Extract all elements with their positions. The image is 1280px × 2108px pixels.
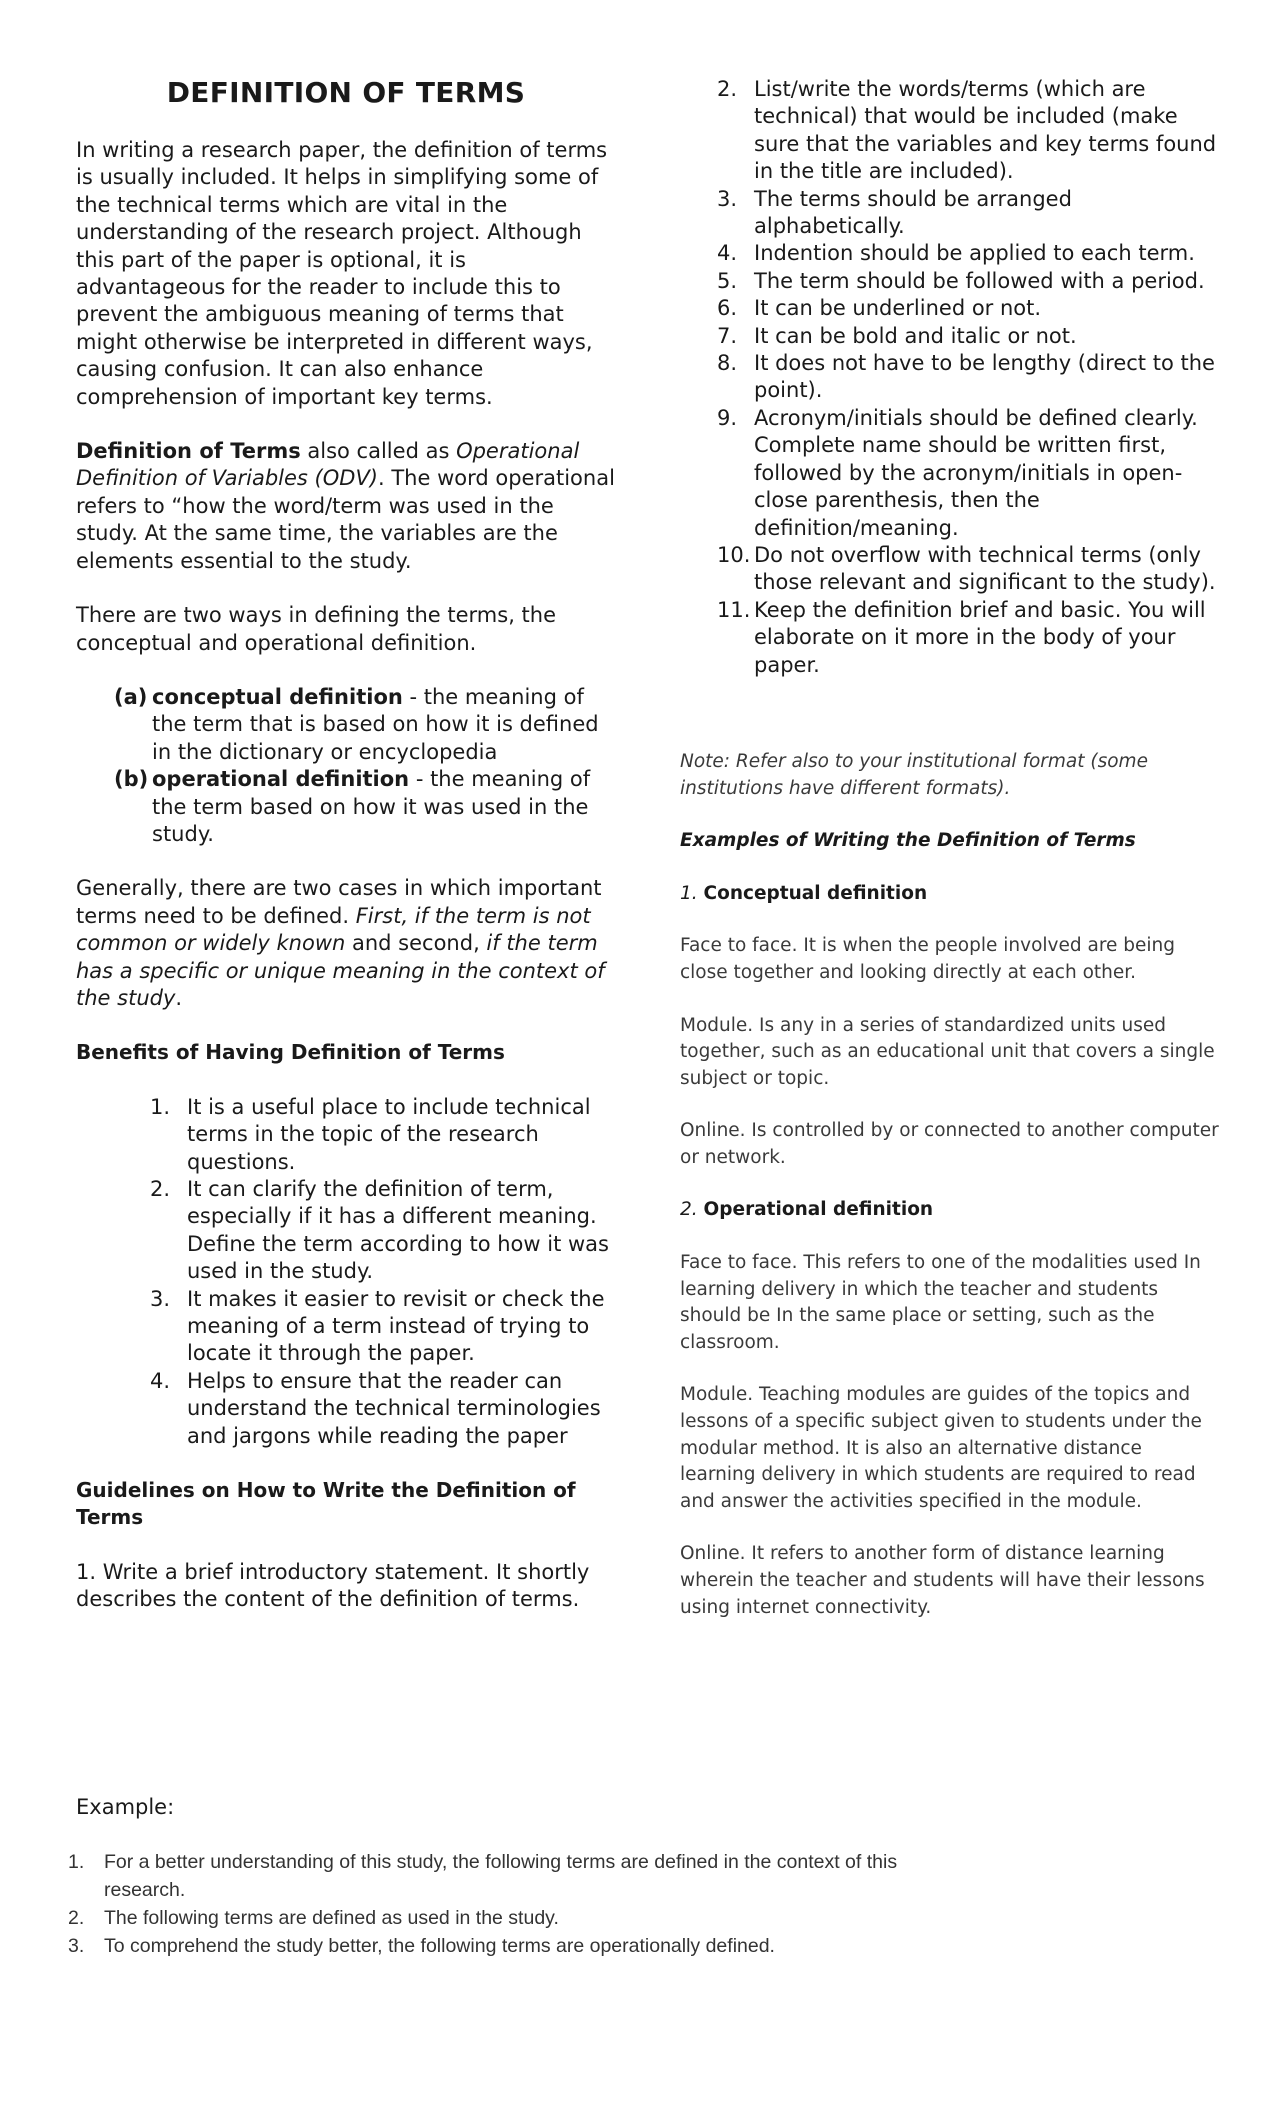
list-text: List/write the words/terms (which are technical) that would be included (make sure that the variables and key terms found in the title are included). xyxy=(754,77,1217,184)
guidelines-list xyxy=(680,76,1220,679)
section-label: Conceptual definition xyxy=(703,882,928,904)
operational-heading xyxy=(680,1197,1220,1224)
odv-text-2: . The word operational refers to “how the word/term was used in the study. At the same time, the variables are the elements essential to the study. xyxy=(76,466,615,573)
list-item xyxy=(68,1848,948,1904)
list-text: To comprehend the study better, the following terms are operationally defined. xyxy=(104,1935,775,1957)
list-item xyxy=(150,1176,616,1286)
list-item xyxy=(717,542,1220,597)
list-number: 1. xyxy=(150,1094,171,1119)
examples-heading: Examples of Writing the Definition of Terms xyxy=(680,830,1136,852)
intro-paragraph: In writing a research paper, the definition of terms is usually included. It helps in simplifying some of the technical terms which are vital in the understanding of the research project. Although this part of the paper is optional, it is advantageous for the reader to include this to prevent the ambiguous meaning of terms that might otherwise be interpreted in different ways, causing confusion. It can also enhance comprehension of important key terms. xyxy=(76,138,608,409)
conceptual-module: Module. Is any in a series of standardized units used together, such as an educational unit that covers a single subject or topic. xyxy=(680,1014,1215,1089)
list-item xyxy=(717,186,1220,241)
list-item xyxy=(150,1286,616,1368)
list-text: Helps to ensure that the reader can understand the technical terminologies and jargons while reading the paper xyxy=(187,1368,601,1448)
conceptual-heading xyxy=(680,881,1220,908)
cases-italic: if the term has a specific or unique meaning in the context of the study xyxy=(76,931,605,1010)
benefits-heading: Benefits of Having Definition of Terms xyxy=(76,1040,505,1065)
definition-text: - the meaning of the term based on how it was used in the study. xyxy=(152,767,591,846)
cases-text: . xyxy=(175,985,183,1010)
definition-term: operational definition xyxy=(152,767,410,792)
cases-paragraph xyxy=(76,875,616,1012)
list-item xyxy=(717,268,1220,295)
guideline-first: 1. Write a brief introductory statement. It shortly describes the content of the definition of terms. xyxy=(76,1559,590,1612)
list-text: Acronym/initials should be defined clearly. Complete name should be written first, followed by the acronym/initials in open-close parenthesis, then the definition/meaning. xyxy=(754,405,1198,540)
list-number: 3. xyxy=(717,186,738,211)
list-number: 4. xyxy=(717,241,738,266)
list-item xyxy=(717,323,1220,350)
list-number: 6. xyxy=(717,296,738,321)
conceptual-online: Online. Is controlled by or connected to another computer or network. xyxy=(680,1120,1219,1168)
list-number: 4. xyxy=(150,1368,171,1393)
list-text: It is a useful place to include technical terms in the topic of the research questions. xyxy=(187,1094,591,1174)
list-text: It makes it easier to revisit or check the meaning of a term instead of trying to locate it through the paper. xyxy=(187,1286,605,1366)
example-statements-list xyxy=(68,1848,948,1960)
list-text: Indention should be applied to each term. xyxy=(754,241,1195,266)
institution-note: Note: Refer also to your institutional format (some institutions have different formats). xyxy=(680,750,1148,799)
odv-italic: Operational Definition of Variables (ODV) xyxy=(76,439,580,491)
list-number: 1. xyxy=(68,1851,85,1873)
list-number: 8. xyxy=(717,351,738,376)
list-number: 9. xyxy=(717,405,738,430)
conceptual-face-to-face: Face to face. It is when the people involved are being close together and looking directly at each other. xyxy=(680,935,1176,983)
list-text: It can clarify the definition of term, especially if it has a different meaning. Define the term according to how it was used in the study. xyxy=(187,1177,609,1284)
list-number: 3. xyxy=(68,1935,85,1957)
list-text: It can be bold and italic or not. xyxy=(754,323,1077,348)
odv-text-1: also called as xyxy=(300,439,457,464)
list-text: Keep the definition brief and basic. You will elaborate on it more in the body of your paper. xyxy=(754,597,1206,677)
left-column xyxy=(76,76,616,1641)
right-column xyxy=(680,76,1220,1647)
list-number: 7. xyxy=(717,323,738,348)
list-item xyxy=(717,240,1220,267)
list-item xyxy=(68,1932,948,1960)
section-label: Operational definition xyxy=(703,1199,934,1221)
example-label: Example: xyxy=(76,1795,175,1819)
odv-term: Definition of Terms xyxy=(76,439,301,464)
list-item xyxy=(150,1094,616,1176)
list-number: 2. xyxy=(717,77,738,101)
benefits-list xyxy=(76,1094,616,1450)
page-title: DEFINITION OF TERMS xyxy=(166,76,526,109)
section-number: 2. xyxy=(680,1199,704,1221)
list-item xyxy=(68,1904,948,1932)
list-number: 2. xyxy=(68,1907,85,1929)
cases-text: and second, xyxy=(345,931,487,956)
list-text: The term should be followed with a period. xyxy=(754,268,1205,293)
list-number: 11. xyxy=(717,597,751,622)
list-item xyxy=(717,597,1220,679)
list-text: It does not have to be lengthy (direct to the point). xyxy=(754,351,1215,403)
guidelines-heading: Guidelines on How to Write the Definition of Terms xyxy=(76,1478,576,1530)
list-text: The following terms are defined as used in the study. xyxy=(104,1907,559,1929)
list-number: 3. xyxy=(150,1286,171,1311)
odv-paragraph xyxy=(76,438,616,575)
section-number: 1. xyxy=(680,882,704,904)
cases-italic: First, if the term is not common or widely known xyxy=(76,903,591,956)
list-text: For a better understanding of this study, the following terms are defined in the context of this research. xyxy=(104,1851,898,1901)
list-text: The terms should be arranged alphabetically. xyxy=(754,186,1072,239)
cases-text: Generally, there are two cases in which important terms need to be defined. xyxy=(76,876,602,928)
list-item xyxy=(114,684,616,766)
list-text: It can be underlined or not. xyxy=(754,296,1042,321)
definition-text: - the meaning of the term that is based on how it is defined in the dictionary or encyclopedia xyxy=(152,684,599,764)
list-item xyxy=(717,350,1220,405)
list-item xyxy=(150,1368,616,1450)
list-text: Do not overflow with technical terms (only those relevant and significant to the study). xyxy=(754,542,1216,595)
list-item xyxy=(717,295,1220,322)
list-marker: (a) xyxy=(114,684,148,709)
definition-types-list xyxy=(76,684,616,848)
operational-face-to-face: Face to face. This refers to one of the modalities used In learning delivery in which the teacher and students should be In the same place or setting, such as the classroom. xyxy=(680,1252,1201,1353)
two-ways-paragraph: There are two ways in defining the terms, the conceptual and operational definition. xyxy=(76,603,557,655)
list-item xyxy=(717,405,1220,542)
definition-term: conceptual definition xyxy=(152,684,403,709)
list-item xyxy=(114,766,616,848)
list-number: 2. xyxy=(150,1177,171,1201)
list-number: 5. xyxy=(717,268,738,293)
operational-module: Module. Teaching modules are guides of the topics and lessons of a specific subject given to students under the modular method. It is also an alternative distance learning delivery in which students are required to read and answer the activities specified in the module. xyxy=(680,1384,1202,1512)
list-number: 10. xyxy=(717,542,751,567)
operational-online: Online. It refers to another form of distance learning wherein the teacher and students will have their lessons using internet connectivity. xyxy=(680,1543,1205,1618)
list-item xyxy=(717,76,1220,186)
list-marker: (b) xyxy=(114,767,149,792)
